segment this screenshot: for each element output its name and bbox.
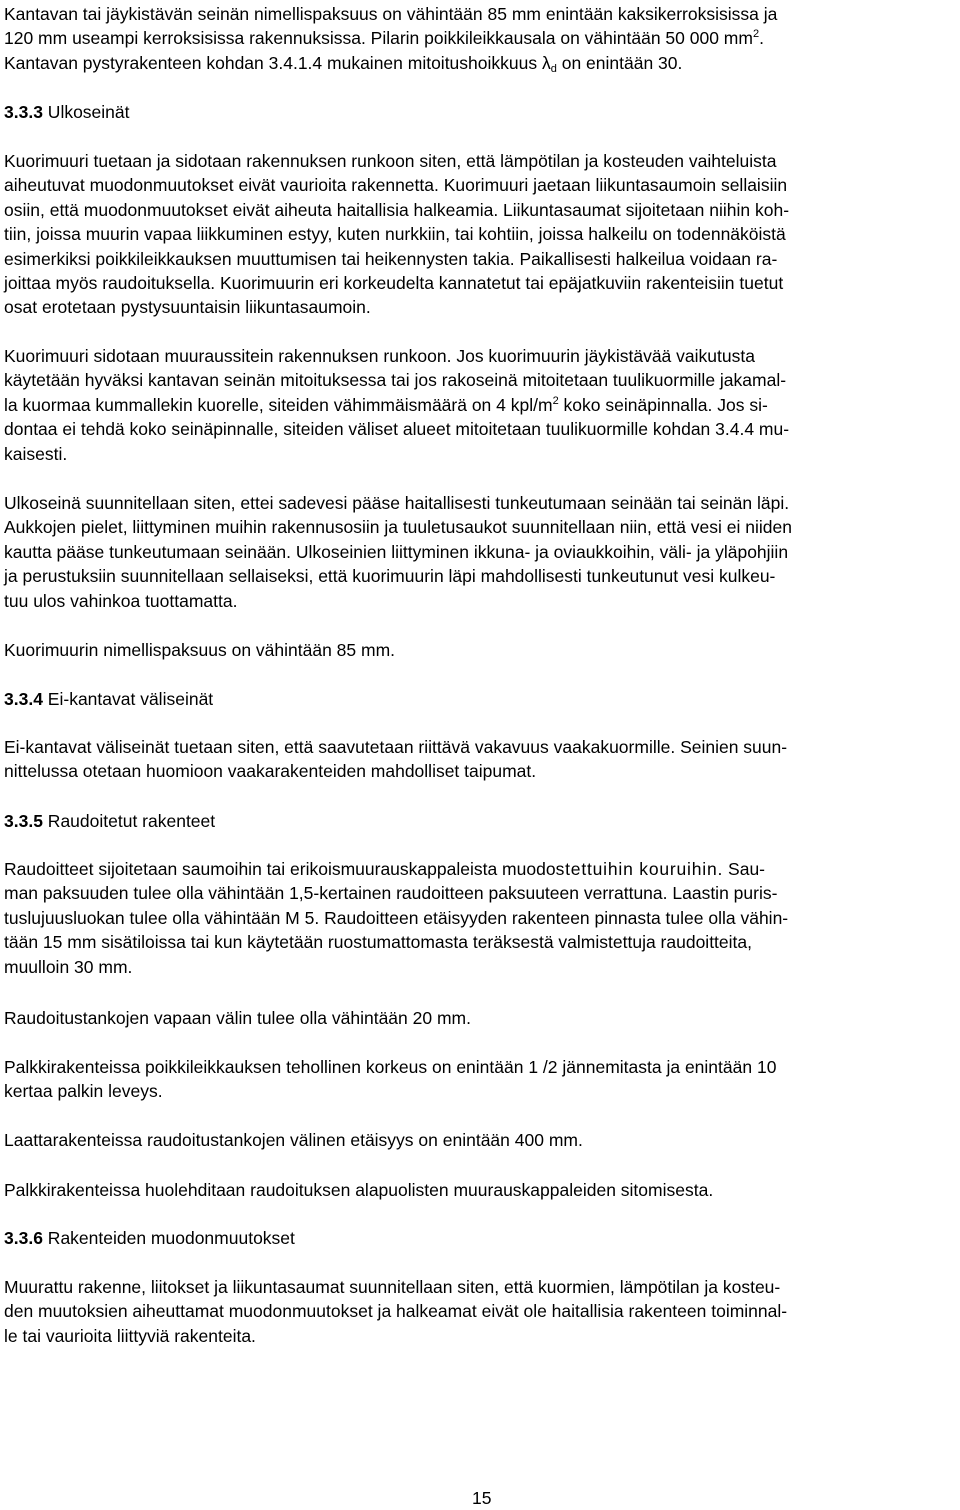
text-line: la kuormaa kummallekin kuorelle, siteiden vähimmäismäärä on 4 kpl/$m^2$ koko seinäpinnalla. Jos si- (4, 394, 768, 415)
text-line: tuu ulos vahinkoa tuottamatta. (4, 590, 238, 611)
section-heading-3-3-3: 3.3.3 Ulkoseinät (4, 102, 130, 122)
section-heading-3-3-6: 3.3.6 Rakenteiden muodonmuutokset (4, 1228, 295, 1248)
text-line: dontaa ei tehdä koko seinäpinnalle, siteiden väliset alueet mitoitetaan tuulikuormille kohdan 3.4.4 mu- (4, 419, 790, 440)
paragraph (4, 857, 788, 979)
text-line: Aukkojen pielet, liittyminen muihin rakennusosiin ja tuuletusaukot suunnitellaan niin, että vesi ei niiden (4, 517, 792, 538)
text-line: käytetään hyväksi kantavan seinän mitoituksessa tai jos rakoseinä mitoitetaan tuulikuormille jakamal- (4, 370, 787, 391)
text-line: Kantavan tai jäykistävän seinän nimellispaksuus on vähintään 85 mm enintään kaksikerroksisissa ja (4, 4, 778, 24)
text-line: Palkkirakenteissa poikkileikkauksen tehollinen korkeus on enintään 1 /2 jännemitasta ja enintään 10 (4, 1057, 777, 1077)
text-line: osiin, että muodonmuutokset eivät aiheuta haitallisia halkeamia. Liikuntasaumat sijoitetaan niihin koh- (4, 199, 790, 220)
text-line: Kantavan pystyrakenteen kohdan 3.4.1.4 mukainen mitoitushoikkuus $\lambda_d$ on enintään 30. (4, 52, 683, 75)
paragraph (4, 491, 792, 613)
paragraph (4, 1275, 787, 1348)
section-heading-3-3-4: 3.3.4 Ei-kantavat väliseinät (4, 689, 214, 709)
text-line: Ei-kantavat väliseinät tuetaan siten, että saavutetaan riittävä vakavuus vaakakuormille. Seinien suun- (4, 737, 788, 757)
text-line: tään 15 mm sisätiloissa tai kun käytetään ruostumattomasta teräksestä valmistettuja raudoitteita, (4, 932, 752, 953)
text-line: tiin, joissa muurin vapaa liikkuminen estyy, kuten nurkkiin, tai kohtiin, joissa halkeilu on todennäköistä (4, 224, 786, 245)
text-line: 120 mm useampi kerroksisissa rakennuksissa. Pilarin poikkileikkausala on vähintään 50 000 $mm^2$. (4, 28, 764, 49)
text-line: den muutoksien aiheuttamat muodonmuutokset ja halkeamat eivät ole haitallisia rakenteen toiminnal- (4, 1301, 788, 1322)
text-line: tuslujuusluokan tulee olla vähintään M 5. Raudoitteen etäisyyden rakenteen pinnasta tulee olla vähin- (4, 907, 789, 928)
paragraph (4, 344, 789, 466)
paragraph (4, 1055, 776, 1104)
text-line: aiheutuvat muodonmuutokset eivät vaurioita rakennetta. Kuorimuuri jaetaan liikuntasaumoin sellaisiin (4, 175, 788, 196)
text-line: kertaa palkin leveys. (4, 1081, 163, 1102)
text-line: le tai vaurioita liittyviä rakenteita. (4, 1325, 256, 1346)
paragraph: Raudoitustankojen vapaan välin tulee olla vähintään 20 mm. (4, 1008, 471, 1028)
text-line: Kuorimuuri tuetaan ja sidotaan rakennuksen runkoon siten, että lämpötilan ja kosteuden vaihteluista (4, 151, 777, 171)
text-line: Raudoitteet sijoitetaan saumoihin tai erikoismuurauskappaleista muodostettuihin kouruihin. Sau- (4, 859, 765, 879)
text-line: ja perustuksiin suunnitellaan sellaiseksi, että kuorimuurin läpi mahdollisesti tunkeutunut vesi kulkeu- (4, 566, 776, 587)
intro-paragraph (4, 2, 777, 75)
text-line: man paksuuden tulee olla vähintään 1,5-kertainen raudoitteen paksuuteen verrattuna. Laastin puris- (4, 883, 778, 904)
text-line: Muurattu rakenne, liitokset ja liikuntasaumat suunnitellaan siten, että kuormien, lämpötilan ja kosteu- (4, 1277, 781, 1297)
paragraph: Laattarakenteissa raudoitustankojen välinen etäisyys on enintään 400 mm. (4, 1130, 583, 1150)
paragraph (4, 735, 787, 784)
text-line: nittelussa otetaan huomioon vaakarakenteiden mahdolliset taipumat. (4, 761, 537, 782)
text-line: muulloin 30 mm. (4, 956, 133, 977)
text-line: Kuorimuuri sidotaan muuraussitein rakennuksen runkoon. Jos kuorimuurin jäykistävää vaikutusta (4, 346, 755, 366)
paragraph: Palkkirakenteissa huolehditaan raudoituksen alapuolisten muurauskappaleiden sitomisesta. (4, 1180, 714, 1200)
paragraph: Kuorimuurin nimellispaksuus on vähintään 85 mm. (4, 640, 396, 660)
text-line: Ulkoseinä suunnitellaan siten, ettei sadevesi pääse haitallisesti tunkeutumaan seinään tai seinän läpi. (4, 493, 790, 513)
text-line: joittaa myös raudoituksella. Kuorimuurin eri korkeudelta kannatetut tai epäjatkuviin rakenteisiin tuetut (4, 273, 784, 294)
page-number: 15 (472, 1488, 492, 1508)
text-line: osat erotetaan pystysuuntaisin liikuntasaumoin. (4, 297, 371, 318)
text-line: esimerkiksi poikkileikkauksen muuttumisen tai heikennysten takia. Paikallisesti halkeilua voidaan ra- (4, 248, 778, 269)
section-heading-3-3-5: 3.3.5 Raudoitetut rakenteet (4, 811, 216, 831)
paragraph (4, 149, 789, 320)
text-line: kautta pääse tunkeutumaan seinään. Ulkoseinien liittyminen ikkuna- ja oviaukkoihin, väli- ja yläpohjiin (4, 541, 789, 562)
text-line: kaisesti. (4, 443, 68, 464)
